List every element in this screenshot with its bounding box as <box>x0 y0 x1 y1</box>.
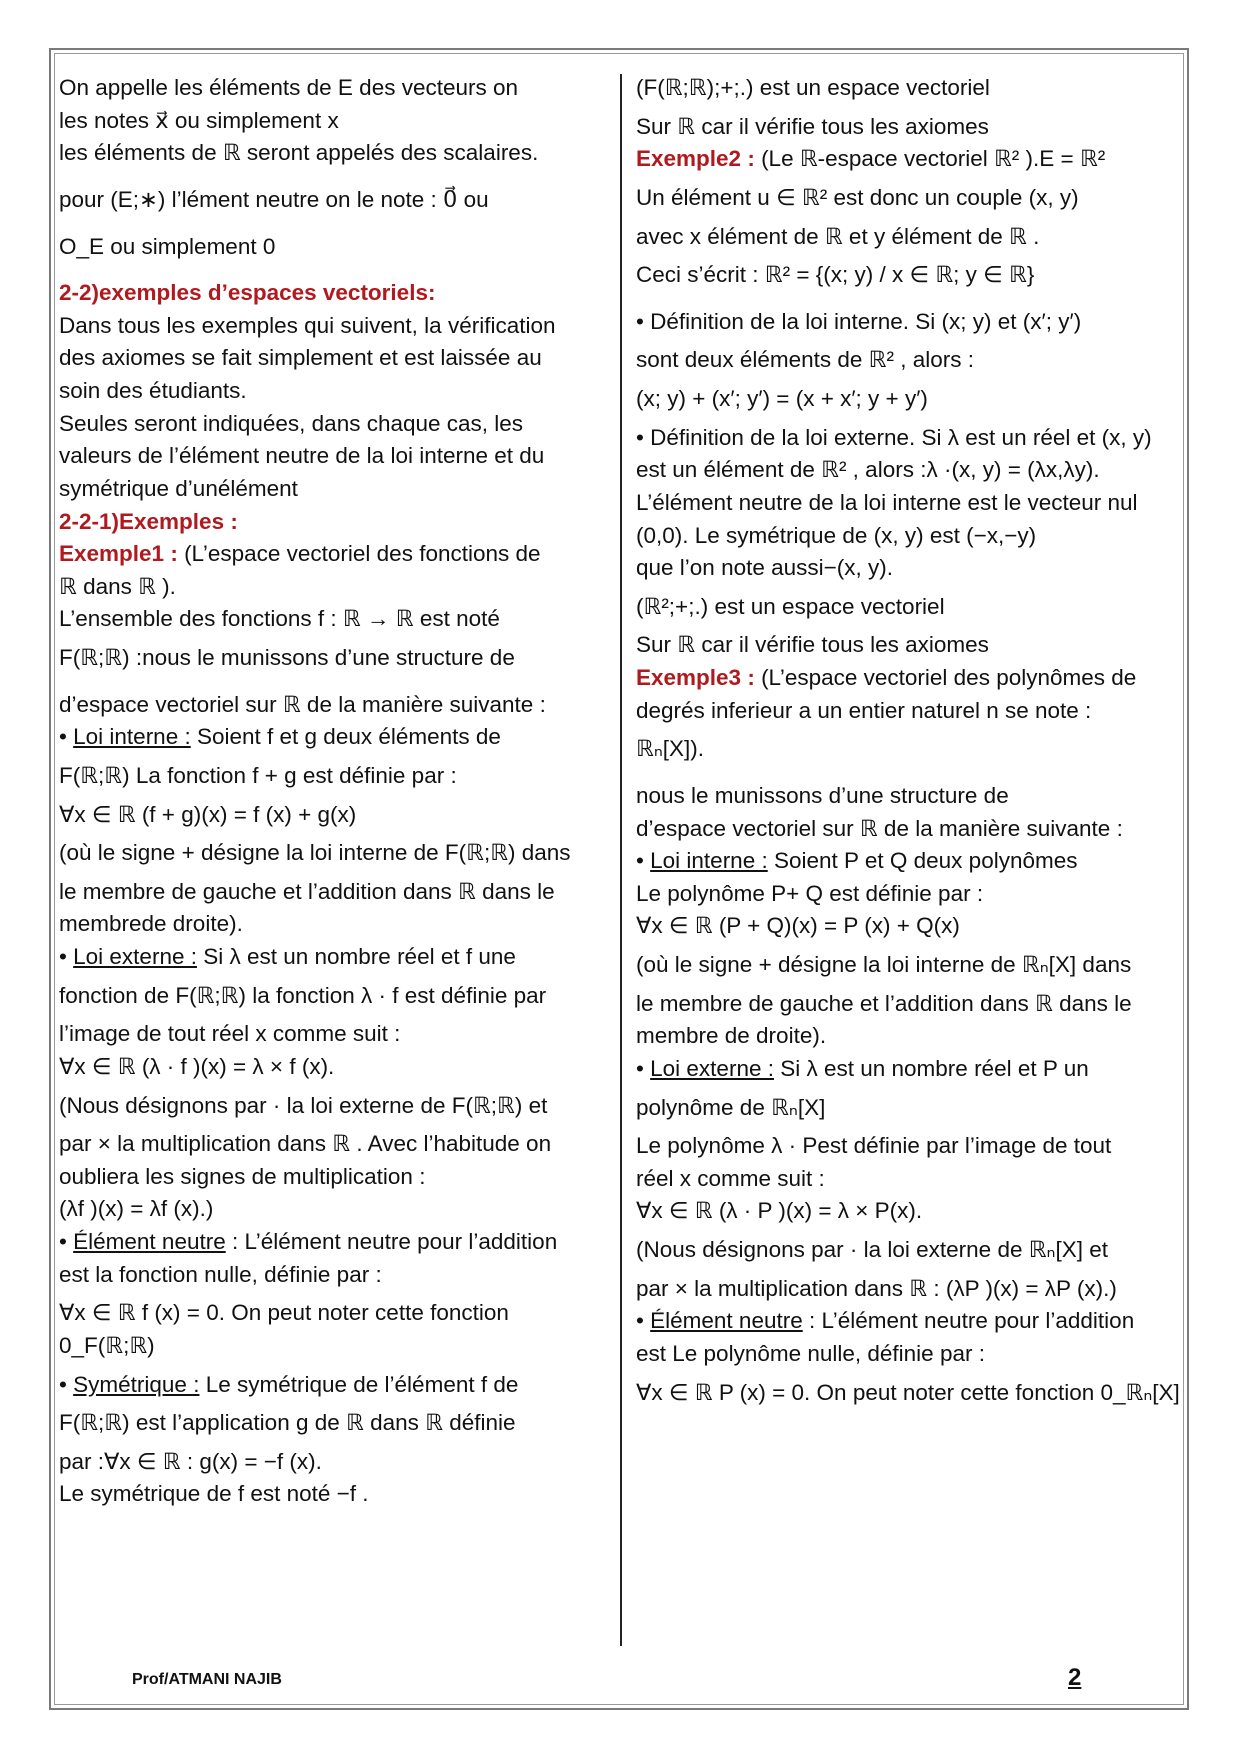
text-line: (x; y) + (x′; y′) = (x + x′; y + y′) <box>636 386 928 411</box>
section-heading: 2-2-1)Exemples : <box>59 508 238 534</box>
text-line: Un élément u ∈ ℝ² est donc un couple (x, y) <box>636 184 1079 210</box>
bullet-mark: • <box>636 848 651 874</box>
text-line: soin des étudiants. <box>59 378 247 403</box>
bullet-label: Loi externe : <box>73 944 197 969</box>
text-line: valeurs de l’élément neutre de la loi interne et du <box>59 443 545 469</box>
text-line: F(ℝ;ℝ) est l’application g de ℝ dans ℝ définie <box>59 1410 516 1436</box>
text-line: Le polynôme P+ Q est définie par : <box>636 880 984 906</box>
bullet-mark: • <box>59 944 74 969</box>
text-line: ℝ dans ℝ ). <box>59 573 176 599</box>
text-line: oubliera les signes de multiplication : <box>59 1163 426 1189</box>
spacer <box>59 675 607 689</box>
text-line: • Définition de la loi externe. Si λ est un réel et (x, y) <box>636 424 1152 450</box>
example-text: (L’espace vectoriel des fonctions de <box>177 541 541 567</box>
left-column <box>59 72 607 1511</box>
text-line: le membre de gauche et l’addition dans ℝ dans le <box>59 878 555 904</box>
text-line: est Le polynôme nulle, définie par : <box>636 1340 985 1366</box>
text-line: les notes x⃗ ou simplement x <box>59 107 339 133</box>
text-line: Le symétrique de f est noté −f . <box>59 1481 369 1507</box>
text-line: symétrique d’unélément <box>59 475 298 501</box>
text-line: O_E ou simplement 0 <box>59 233 276 259</box>
text-line: Dans tous les exemples qui suivent, la vérification <box>59 312 556 338</box>
text-line: l’image de tout réel x comme suit : <box>59 1021 401 1047</box>
text-line: F(ℝ;ℝ) :nous le munissons d’une structure de <box>59 645 515 670</box>
bullet-paragraph <box>636 845 1184 878</box>
spacer <box>59 217 607 231</box>
text-line: • Définition de la loi interne. Si (x; y) et (x′; y′) <box>636 308 1082 334</box>
bullet-paragraph <box>59 941 607 974</box>
text-line: ∀x ∈ ℝ P (x) = 0. On peut noter cette fonction 0_ℝₙ[X] <box>636 1379 1180 1405</box>
bullet-text: Soient P et Q deux polynômes <box>767 848 1078 874</box>
text-line: L’élément neutre de la loi interne est le vecteur nul <box>636 489 1138 515</box>
bullet-paragraph <box>636 1305 1184 1338</box>
text-line: avec x élément de ℝ et y élément de ℝ . <box>636 223 1040 249</box>
spacer <box>59 263 607 277</box>
page-number: 2 <box>1068 1664 1082 1691</box>
spacer <box>636 292 1184 306</box>
text-line: F(ℝ;ℝ) La fonction f + g est définie par : <box>59 762 457 788</box>
example-paragraph <box>636 662 1184 695</box>
example-text: (L’espace vectoriel des polynômes de <box>754 665 1137 690</box>
text-line: ℝₙ[X]). <box>636 736 705 762</box>
text-line: ∀x ∈ ℝ (f + g)(x) = f (x) + g(x) <box>59 801 357 827</box>
text-line: d’espace vectoriel sur ℝ de la manière suivante : <box>636 815 1123 841</box>
text-line: degrés inferieur a un entier naturel n se note : <box>636 697 1092 723</box>
text-line: ∀x ∈ ℝ (λ · P )(x) = λ × P(x). <box>636 1198 923 1224</box>
text-line: Le polynôme λ · Pest définie par l’image de tout <box>636 1133 1112 1159</box>
text-line: le membre de gauche et l’addition dans ℝ dans le <box>636 990 1132 1016</box>
bullet-paragraph <box>59 1369 607 1402</box>
text-line: ∀x ∈ ℝ (P + Q)(x) = P (x) + Q(x) <box>636 913 960 939</box>
text-line: est un élément de ℝ² , alors :λ ·(x, y) = (λx,λy). <box>636 457 1100 483</box>
bullet-text: : L’élément neutre pour l’addition <box>225 1229 558 1254</box>
text-line: d’espace vectoriel sur ℝ de la manière suivante : <box>59 691 546 717</box>
bullet-mark: • <box>636 1308 651 1334</box>
text-line: (où le signe + désigne la loi interne de ℝₙ[X] dans <box>636 952 1132 977</box>
text-line: Sur ℝ car il vérifie tous les axiomes <box>636 113 989 139</box>
text-line: par :∀x ∈ ℝ : g(x) = −f (x). <box>59 1448 322 1474</box>
text-line: que l’on note aussi−(x, y). <box>636 555 894 581</box>
text-line: (F(ℝ;ℝ);+;.) est un espace vectoriel <box>636 75 990 100</box>
section-heading: 2-2)exemples d’espaces vectoriels: <box>59 280 436 306</box>
bullet-label: Symétrique : <box>73 1371 200 1397</box>
example-paragraph <box>59 538 607 571</box>
text-line: les éléments de ℝ seront appelés des scalaires. <box>59 140 539 166</box>
text-line: est la fonction nulle, définie par : <box>59 1261 382 1287</box>
bullet-mark: • <box>59 1371 74 1397</box>
bullet-mark: • <box>59 1229 74 1254</box>
text-line: membrede droite). <box>59 911 243 937</box>
text-line: par × la multiplication dans ℝ : (λP )(x) = λP (x).) <box>636 1275 1117 1301</box>
bullet-label: Loi interne : <box>73 724 191 750</box>
text-line: (ℝ²;+;.) est un espace vectoriel <box>636 593 945 619</box>
bullet-label: Élément neutre <box>650 1308 803 1334</box>
bullet-label: Élément neutre <box>73 1229 226 1254</box>
text-line: (0,0). Le symétrique de (x, y) est (−x,−y) <box>636 522 1037 548</box>
bullet-text: Si λ est un nombre réel et f une <box>196 944 516 969</box>
text-line: réel x comme suit : <box>636 1165 825 1191</box>
bullet-label: Loi interne : <box>650 848 768 874</box>
text-line: polynôme de ℝₙ[X] <box>636 1094 826 1120</box>
text-line: sont deux éléments de ℝ² , alors : <box>636 347 974 373</box>
bullet-text: Le symétrique de l’élément f de <box>199 1371 519 1397</box>
footer-author: Prof/ATMANI NAJIB <box>132 1671 282 1688</box>
column-divider <box>620 74 622 1646</box>
example-paragraph <box>636 143 1184 176</box>
text-line: (Nous désignons par · la loi externe de ℝₙ[X] et <box>636 1237 1109 1262</box>
example-label: Exemple1 : <box>59 541 178 567</box>
example-label: Exemple2 : <box>636 146 755 172</box>
text-line: ∀x ∈ ℝ (λ · f )(x) = λ × f (x). <box>59 1053 335 1079</box>
text-line: fonction de F(ℝ;ℝ) la fonction λ · f est définie par <box>59 982 547 1008</box>
bullet-paragraph <box>59 1226 607 1259</box>
text-line: membre de droite). <box>636 1023 827 1049</box>
text-line: par × la multiplication dans ℝ . Avec l’habitude on <box>59 1131 552 1157</box>
bullet-text: Si λ est un nombre réel et P un <box>773 1055 1089 1081</box>
example-label: Exemple3 : <box>636 665 755 690</box>
bullet-paragraph <box>59 721 607 754</box>
text-line: (Nous désignons par · la loi externe de F(ℝ;ℝ) et <box>59 1092 548 1118</box>
bullet-label: Loi externe : <box>650 1055 774 1081</box>
bullet-text: : L’élément neutre pour l’addition <box>802 1308 1135 1334</box>
spacer <box>59 170 607 184</box>
text-line: Ceci s’écrit : ℝ² = {(x; y) / x ∈ ℝ; y ∈ ℝ} <box>636 262 1035 288</box>
example-text: (Le ℝ-espace vectoriel ℝ² ).E = ℝ² <box>754 146 1106 172</box>
text-line: Seules seront indiquées, dans chaque cas, les <box>59 410 524 436</box>
bullet-text: Soient f et g deux éléments de <box>190 724 501 750</box>
text-line: nous le munissons d’une structure de <box>636 782 1009 808</box>
text-line: (où le signe + désigne la loi interne de F(ℝ;ℝ) dans <box>59 840 571 866</box>
bullet-paragraph <box>636 1053 1184 1086</box>
right-column <box>636 72 1184 1409</box>
spacer <box>636 766 1184 780</box>
text-line: pour (E;∗) l’lément neutre on le note : 0⃗ ou <box>59 186 489 212</box>
text-line: Sur ℝ car il vérifie tous les axiomes <box>636 632 989 658</box>
bullet-mark: • <box>636 1055 651 1081</box>
bullet-mark: • <box>59 724 74 750</box>
text-line: des axiomes se fait simplement et est laissée au <box>59 345 542 371</box>
text-line: On appelle les éléments de E des vecteurs on <box>59 75 519 100</box>
text-line: (λf )(x) = λf (x).) <box>59 1196 214 1222</box>
text-line: ∀x ∈ ℝ f (x) = 0. On peut noter cette fonction 0_F(ℝ;ℝ) <box>59 1300 509 1358</box>
text-line: L’ensemble des fonctions f : ℝ → ℝ est noté <box>59 606 500 632</box>
